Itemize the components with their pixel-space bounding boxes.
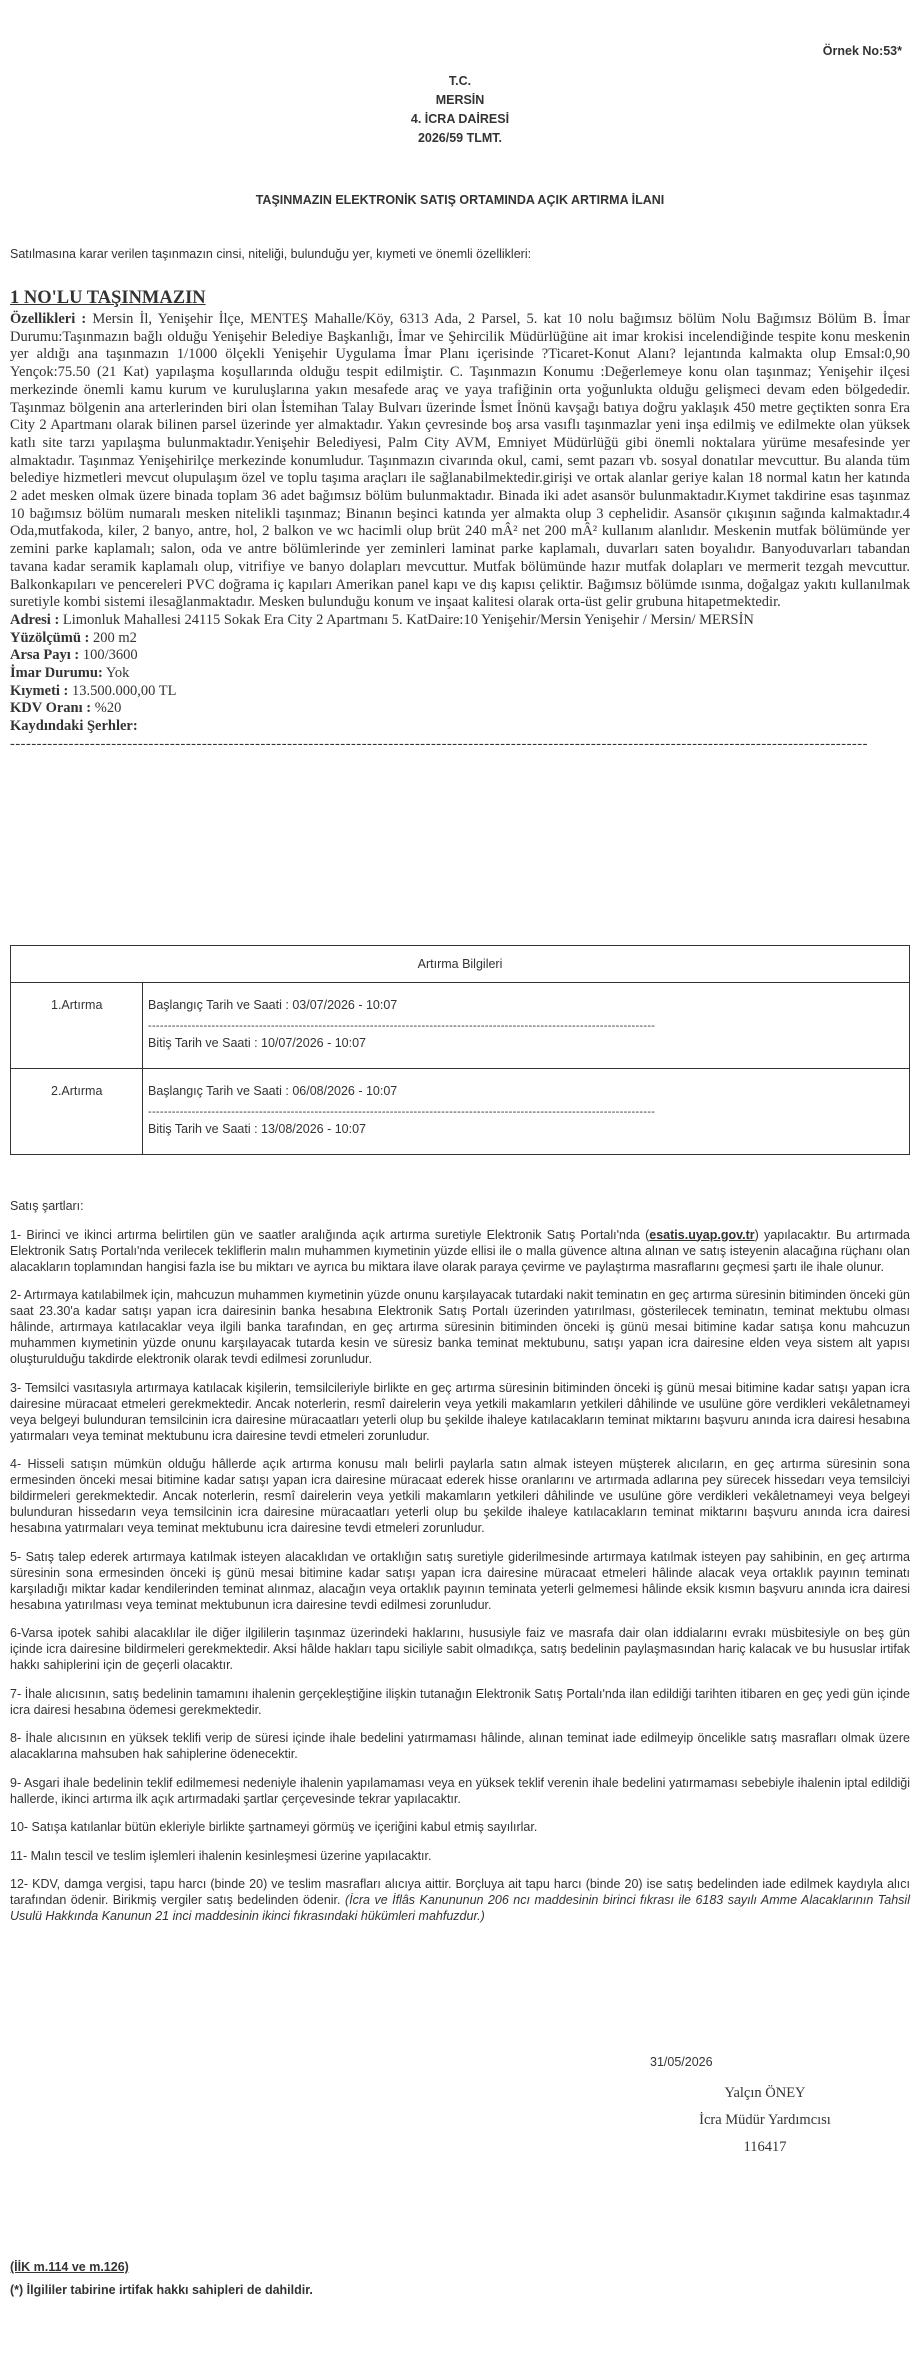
round-start bbox=[148, 998, 908, 1012]
value-label: Kıymeti : bbox=[10, 682, 69, 699]
condition-12-text: 12- KDV, damga vergisi, tapu harcı (binde 20) ve teslim masrafları alıcıya aittir. Borçluya ait tapu harcı (binde 20) ise satış bedelinden iade edilmek kaydıyla alıcı tarafından ödenir. Birikmiş vergiler satış bedelinden ödenir. bbox=[10, 1877, 910, 1907]
start-label: Başlangıç Tarih ve Saati : bbox=[148, 1084, 289, 1098]
sample-number: Örnek No:53* bbox=[822, 44, 902, 58]
vat-value: %20 bbox=[94, 700, 122, 717]
address-value: Limonluk Mahallesi 24115 Sokak Era City 2 Apartmanı 5. KatDaire:10 Yenişehir/Mersin Yenişehir / Mersin/ MERSİN bbox=[62, 611, 754, 628]
document-header bbox=[10, 72, 910, 148]
auction-table bbox=[10, 945, 910, 1155]
header-office: 4. İCRA DAİRESİ bbox=[410, 112, 510, 126]
header-city: MERSİN bbox=[435, 93, 485, 107]
announcement-title: TAŞINMAZIN ELEKTRONİK SATIŞ ORTAMINDA AÇIK ARTIRMA İLANI bbox=[255, 193, 665, 207]
property-share bbox=[10, 647, 910, 665]
esatis-link[interactable]: esatis.uyap.gov.tr bbox=[649, 1227, 755, 1242]
signer-title: İcra Müdür Yardımcısı bbox=[699, 2112, 831, 2128]
share-label: Arsa Payı : bbox=[10, 647, 80, 664]
round-details bbox=[143, 983, 910, 1069]
section-divider: ----------------------------------------------------------------------------------------------------------------------------------------------------------------- bbox=[10, 735, 868, 752]
condition-5: 5- Satış talep ederek artırmaya katılmak isteyen alacaklıdan ve ortaklığın satış suretiyle giderilmesinde artırmaya katılmak isteyen pay sahibinin, en geç artırma süresinin sona ermesinden önceki iş günü mesai bitimine kadar satışı yapan icra dairesine müracaat etmeleri hâlinde alacak veya ortaklık payının teminatı karşıladığı miktar kadar kendilerinden teminat alınmaz, alacağın veya ortaklık payının teminata yeterli gelmemesi hâlinde eksik kısmın başvuru anında icra dairesi hesabına yatırılması veya teminat mektubunun icra dairesine tevdi edilmesi zorunludur. bbox=[10, 1549, 910, 1612]
zoning-value: Yok bbox=[105, 665, 130, 682]
auction-round-row bbox=[11, 1069, 910, 1155]
document-date: 31/05/2026 bbox=[650, 2055, 713, 2069]
condition-12 bbox=[10, 1876, 910, 1924]
auction-table-title: Artırma Bilgileri bbox=[11, 946, 910, 983]
condition-4: 4- Hisseli satışın mümkün olduğu hâllerde açık artırma konusu malı belirli paylarla satın almak isteyen müşterek alıcıların, en geç artırma süresinin sona ermesinden önceki mesai bitimine kadar satışı yapan icra dairesine müracaat ederek hisse oranlarını ve artırmada adlarına pey sürecek hissedarı veya temsilciyi bildirmeleri gerekmektedir. Ancak noterlerin, resmî dairelerin veya yetkili makamların yetkileri dâhilinde ve usulüne göre verdikleri vekâletnameyi veya belgeyi bulunduran hissedarın veya temsilcinin icra dairesine müracaatları yeterli olup bu şekilde ihaleye katılacakların teminat miktarını başvuru anında icra dairesi hesabına yatırmaları veya teminat mektubunu icra dairesine tevdi etmeleri zorunludur. bbox=[10, 1457, 910, 1535]
property-heading: 1 NO'LU TAŞINMAZIN bbox=[10, 288, 206, 308]
area-value: 200 m2 bbox=[92, 629, 137, 646]
vat-label: KDV Oranı : bbox=[10, 700, 92, 717]
zoning-label: İmar Durumu: bbox=[10, 665, 103, 682]
round-divider: -------------------------------------------------------------------------------------------------------------------------------- bbox=[148, 1106, 656, 1118]
auction-round-row bbox=[11, 983, 910, 1069]
address-label: Adresi : bbox=[10, 611, 60, 628]
intro-text: Satılmasına karar verilen taşınmazın cinsi, niteliği, bulunduğu yer, kıymeti ve önemli özellikleri: bbox=[10, 247, 532, 261]
property-section bbox=[10, 287, 910, 754]
condition-2: 2- Artırmaya katılabilmek için, mahcuzun muhammen kıymetinin yüzde onunu karşılayacak tutardaki nakit teminatın en geç artırma süresinin bitiminden önceki gün saat 23.30'a kadar satışı yapan icra dairesinin banka hesabına Elektronik Satış Portalı üzerinden yatırılması, gösterilecek teminatın, teminat mektubu olması hâlinde, artırmaya katılacaklar veya ilgili banka tarafından, en geç artırma süresinin bitiminden önceki iş günü mesai bitimine kadar satışa konu mahcuzun muhammen kıymetinin yüzde onunu karşılayacak tutarda kesin ve süresiz banka teminat mektubunu, satışı yapan icra dairesine elden veya sistem alt yapısı oluşturulduğu takdirde elektronik olarak tevdi edilmesi zorunludur. bbox=[10, 1288, 910, 1366]
round-label: 1.Artırma bbox=[11, 983, 143, 1069]
property-vat bbox=[10, 700, 910, 718]
condition-1-post: ) yapılacaktır. Bu artırmada Elektronik Satış Portalı'nda verilecek tekliflerin malın muhammen kıymetinin yüzde ellisi ile o malla güvence altına alınan ve satış isteyenin alacağına rüçhanı olan alacakların toplamından hangisi fazla ise bu miktarı ve ayrıca bu miktara ilave olarak paraya çevirme ve paylaştırma masraflarını geçmesi şartı ile ihale olunur. bbox=[10, 1227, 911, 1274]
sale-conditions bbox=[10, 1198, 910, 1937]
start-label: Başlangıç Tarih ve Saati : bbox=[148, 998, 289, 1012]
round-label: 2.Artırma bbox=[11, 1069, 143, 1155]
start-value: 03/07/2026 - 10:07 bbox=[292, 998, 398, 1012]
law-reference: (İİK m.114 ve m.126) bbox=[10, 2260, 129, 2274]
signer-number: 116417 bbox=[743, 2139, 787, 2155]
condition-8: 8- İhale alıcısının en yüksek teklifi verip de süresi içinde ihale bedelini yatırmaması hâlinde, alınan teminat iade edilmeyip öncelikle satış masrafları olmak üzere alacaklarına mahsuben hak sahiplerine ödenecektir. bbox=[10, 1731, 910, 1761]
condition-1-pre: 1- Birinci ve ikinci artırma belirtilen gün ve saatler aralığında açık artırma suretiyle Elektronik Satış Portalı'nda ( bbox=[10, 1227, 650, 1242]
footnote-note: (*) İlgililer tabirine irtifak hakkı sahipleri de dahildir. bbox=[10, 2283, 313, 2297]
property-area bbox=[10, 630, 910, 648]
value-amount: 13.500.000,00 TL bbox=[72, 682, 177, 699]
condition-1 bbox=[10, 1227, 910, 1275]
round-start bbox=[148, 1084, 908, 1098]
area-label: Yüzölçümü : bbox=[10, 629, 90, 646]
start-value: 06/08/2026 - 10:07 bbox=[292, 1084, 398, 1098]
conditions-heading: Satış şartları: bbox=[10, 1199, 84, 1213]
features-label: Özellikleri : bbox=[10, 311, 87, 327]
end-value: 10/07/2026 - 10:07 bbox=[261, 1036, 366, 1050]
end-label: Bitiş Tarih ve Saati : bbox=[148, 1036, 258, 1050]
property-value bbox=[10, 683, 910, 701]
condition-9: 9- Asgari ihale bedelinin teklif edilmemesi nedeniyle ihalenin yapılamaması veya en yüksek teklif verenin ihale bedelini yatırmaması sebebiyle ihalenin iptal edildiği hallerde, ikinci artırma ilk açık artırmadaki şartlar çerçevesinde tekrar yapılacaktır. bbox=[10, 1775, 910, 1806]
condition-6: 6-Varsa ipotek sahibi alacaklılar ile diğer ilgililerin taşınmaz üzerindeki haklarını, hususiyle faiz ve masrafa dair olan iddialarını evrakı müsbitesiyle on beş gün içinde icra dairesine bildirmeleri gerekmektedir. Aksi hâlde hakları tapu siciliyle sabit olmadıkça, satış bedelinin paylaşmasından hariç kalacak ve bu hususlar irtifak hakkı sahiplerini için de geçerli olacaktır. bbox=[10, 1626, 910, 1672]
features-text: Mersin İl, Yenişehir İlçe, MENTEŞ Mahalle/Köy, 6313 Ada, 2 Parsel, 5. kat 10 nolu bağımsız bölüm Nolu Bağımsız Bölüm B. İmar Durumu:Taşınmazın bağlı olduğu Yenişehir Belediye Başkanlığı, İmar ve Şehircilik Müdürlüğüne ait imar krokisi incelendiğinde tespite konu meskenin yer aldığı ana taşınmazın 1/1000 ölçekli Yenişehir Uygulama İmar Planı içerisinde ?Ticaret-Konut Alanı? lejantında kalmakta olup Emsal:0,90 Yençok:75.50 (21 Kat) yapılaşma koşullarında olduğu tespit edilmiştir. C. Taşınmazın Konumu :Değerlemeye konu olan taşınmaz; Yenişehir ilçesi merkezinde önemli kamu kurum ve kuruluşlarına yakın mesafede araç ve yaya trafiğinin orta yoğunlukta olduğu gelişmeci devam eden bölgededir. Taşınmaz bölgenin ana arterlerinden biri olan İstemihan Talay Bulvarı üzerinde İsmet İnönü kavşağı batıya doğru yaklaşık 450 metre geçtikten sonra Era City 2 Apartmanı olarak bilinen parsel üzerinde yer almaktadır. Yakın çevresinde boş arsa vasıflı taşınmazlar yeni inşa edilmiş ve edilmekte olan yüksek katlı site tarzı yapılaşma bulunmaktadır.Yenişehir Belediyesi, Palm City AVM, Emniyet Müdürlüğü gibi önemli noktalara yürüme mesafesinde yer almaktadır. Taşınmaz Yenişehirilçe merkezinde konumludur. Taşınmazın civarında okul, cami, semt pazarı vb. sosyal donatılar mevcuttur. Bu alanda tüm belediye hizmetleri mevcut olupulaşım özel ve toplu taşıma araçları ile sağlanabilmektedir.girişi ve ortak alanlar geriye kalan 18 normal katın her katında 2 adet mesken olmak üzere binada toplam 36 adet bağımsız bölüm bulunmaktadır. Binada iki adet asansör bulunmaktadır.Kıymet takdirine esas taşınmaz 10 bağımsız bölüm numaralı mesken nitelikli taşınmaz; Binanın beşinci katında yer almakta olup 3 cephelidir. Asansör çıkışının sağında kalmaktadır.4 Oda,mutfakoda, kiler, 2 banyo, antre, hol, 2 balkon ve wc hacimli olup brüt 240 mÂ² net 200 mÂ² kullanım alanlıdır. Meskenin mutfak bölümünde yer zemini parke kaplamalı; salon, oda ve antre bölümlerinde yer zeminleri laminat parke kaplamalı, duvarları saten boyalıdır. Banyoduvarları tabandan tavana kadar seramik kaplamalı olup, vitrifiye ve banyo dolapları mevcuttur. Mutfak bölümünde hazır mutfak dolapları ve mermerit tezgah mevcuttur. Balkonkapıları ve pencereleri PVC doğrama iç kapıları Amerikan panel kapı ve dış kapısı çeliktir. Bağımsız bölümde ısınma, doğalgaz yakıtı kullanılmak suretiyle kombi sistemi ilesağlanmaktadır. Mesken bulunduğu konum ve inşaat kalitesi olarak orta-üst gelir grubuna hitapetmektedir. bbox=[10, 311, 911, 611]
end-value: 13/08/2026 - 10:07 bbox=[261, 1122, 366, 1136]
property-features bbox=[10, 311, 910, 612]
signer-name: Yalçın ÖNEY bbox=[724, 2085, 806, 2101]
condition-7: 7- İhale alıcısının, satış bedelinin tamamını ihalenin gerçekleştiğine ilişkin tutanağın Elektronik Satış Portalı'nda ilan edildiği tarihten itibaren en geç yedi gün içinde icra dairesi hesabına ödemesi gerekmektedir. bbox=[10, 1686, 910, 1717]
condition-3: 3- Temsilci vasıtasıyla artırmaya katılacak kişilerin, temsilcileriyle birlikte en geç artırma süresinin bitiminden önceki iş günü mesai bitimine kadar satışı yapan icra dairesine müracaat etmeleri gerekmektedir. Ancak noterlerin, resmî dairelerin veya yetkili makamların yetkileri dâhilinde ve usulüne göre verdikleri vekâletnameyi veya belgeyi bulunduran temsilcinin icra dairesine müracaatları yeterli olup bu şekilde ihaleye katılacakların teminat miktarını başvuru anında icra dairesi hesabına yatırmaları veya teminat mektubunu icra dairesine tevdi etmeleri zorunludur. bbox=[10, 1380, 910, 1443]
property-zoning bbox=[10, 665, 910, 683]
round-end bbox=[148, 1122, 908, 1136]
property-address bbox=[10, 612, 910, 630]
condition-12-legal-note: (İcra ve İflâs Kanununun 206 ncı maddesinin birinci fıkrası ile 6183 sayılı Amme Alacaklarının Tahsil Usulü Hakkında Kanunun 21 inci maddesinin ikinci fıkrasındaki hükümleri mahfuzdur.) bbox=[10, 1893, 910, 1923]
round-details bbox=[143, 1069, 910, 1155]
condition-11: 11- Malın tescil ve teslim işlemleri ihalenin kesinleşmesi üzerine yapılacaktır. bbox=[10, 1848, 432, 1863]
header-file-number: 2026/59 TLMT. bbox=[417, 131, 503, 145]
condition-10: 10- Satışa katılanlar bütün ekleriyle birlikte şartnameyi görmüş ve içeriğini kabul etmiş sayılırlar. bbox=[10, 1820, 538, 1834]
signature-block bbox=[690, 2080, 840, 2161]
end-label: Bitiş Tarih ve Saati : bbox=[148, 1122, 258, 1136]
round-end bbox=[148, 1036, 908, 1050]
share-value: 100/3600 bbox=[82, 647, 138, 664]
header-country: T.C. bbox=[448, 74, 472, 88]
round-divider: -------------------------------------------------------------------------------------------------------------------------------- bbox=[148, 1020, 656, 1032]
restrictions-label: Kaydındaki Şerhler: bbox=[10, 718, 138, 735]
